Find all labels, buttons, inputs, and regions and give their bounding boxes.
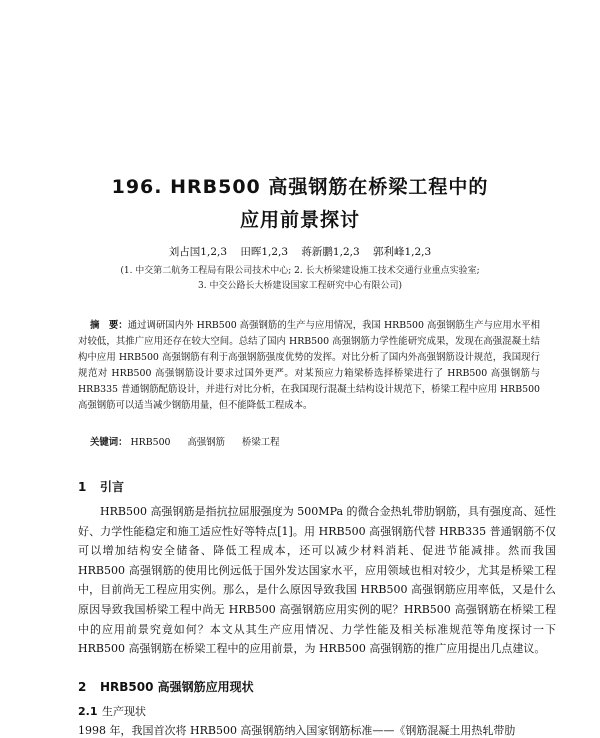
abstract-label: 摘 要： [90, 320, 128, 331]
section-title: 引言 [100, 480, 125, 494]
section-title: HRB500 高强钢筋应用现状 [100, 680, 254, 694]
paper-title-line-1: 196. HRB500 高强钢筋在桥梁工程中的 [111, 176, 489, 198]
intro-paragraph: HRB500 高强钢筋是指抗拉屈服强度为 500MPa 的微合金热轧带肋钢筋，具有强度高、延性好、力学性能稳定和施工适应性好等特点[1]。用 HRB500 高强钢筋代替 HRB335 普通钢筋不仅可以增加结构安全储备、降低工程成本，还可以减少材料消耗、促进节能减排。然而我国 HRB500 高强钢筋的使用比例远低于国外发达国家水平，应用领域也相对较少，尤其是桥梁工程中，目前尚无工程应用实例。那么，是什么原因导致我国 HRB500 高强钢筋应用率低，又是什么原因导致我国桥梁工程中尚无 HRB500 高强钢筋应用实例的呢？HRB500 高强钢筋在桥梁工程中的应用前景究竟如何？本文从其生产应用情况、力学性能及相关标准规范等角度探讨一下 HRB500 高强钢筋在桥梁工程中的应用前景，为 HRB500 高强钢筋的推广应用提出几点建议。 [78, 505, 556, 656]
author-list [0, 244, 600, 259]
abstract [78, 318, 540, 414]
subsection-heading-production [78, 703, 146, 719]
keyword-item: 高强钢筋 [187, 437, 226, 448]
subsection-number: 2.1 [78, 705, 98, 718]
keywords [90, 434, 294, 448]
subsection-title: 生产现状 [102, 705, 146, 718]
keyword-item: 桥梁工程 [242, 437, 280, 448]
affiliation-line-2: 3. 中交公路长大桥建设国家工程研究中心有限公司) [198, 281, 402, 291]
keywords-label: 关键词： [90, 437, 128, 448]
section-number: 2 [78, 680, 87, 694]
abstract-text: 通过调研国内外 HRB500 高强钢筋的生产与应用情况，我国 HRB500 高强钢筋生产与应用水平相对较低，其推广应用还存在较大空间。总结了国内 HRB500 高强钢筋力学性能研究成果，发现在高强混凝土结构中应用 HRB500 高强钢筋有利于高强钢筋强度优势的发挥。对比分析了国内外高强钢筋设计规范，我国现行规范对 HRB500 高强钢筋设计要求过国外更严。对某预应力箱梁桥选择桥梁进行了 HRB500 高强钢筋与 HRB335 普通钢筋配筋设计，并进行对比分析，在我国现行混凝土结构设计规范下，桥梁工程中应用 HRB500 高强钢筋可以适当减少钢筋用量，但不能降低工程成本。 [78, 320, 540, 411]
author-2: 田晖1,2,3 [240, 246, 289, 258]
production-paragraph: 1998 年，我国首次将 HRB500 高强钢筋纳入国家钢筋标准——《钢筋混凝土用热轧带肋 [78, 724, 516, 737]
author-3: 蒋新鹏1,2,3 [301, 246, 360, 258]
author-4: 郭利峰1,2,3 [372, 246, 432, 258]
section-heading-intro [78, 478, 124, 495]
keyword-item: HRB500 [130, 437, 171, 448]
author-1: 刘占国1,2,3 [168, 246, 228, 258]
section-number: 1 [78, 480, 87, 494]
paper-title-line-2: 应用前景探讨 [239, 209, 360, 231]
affiliation-line-1: (1. 中交第二航务工程局有限公司技术中心; 2. 长大桥梁建设施工技术交通行业重点实验室; [120, 266, 480, 276]
section-heading-status [78, 678, 254, 695]
